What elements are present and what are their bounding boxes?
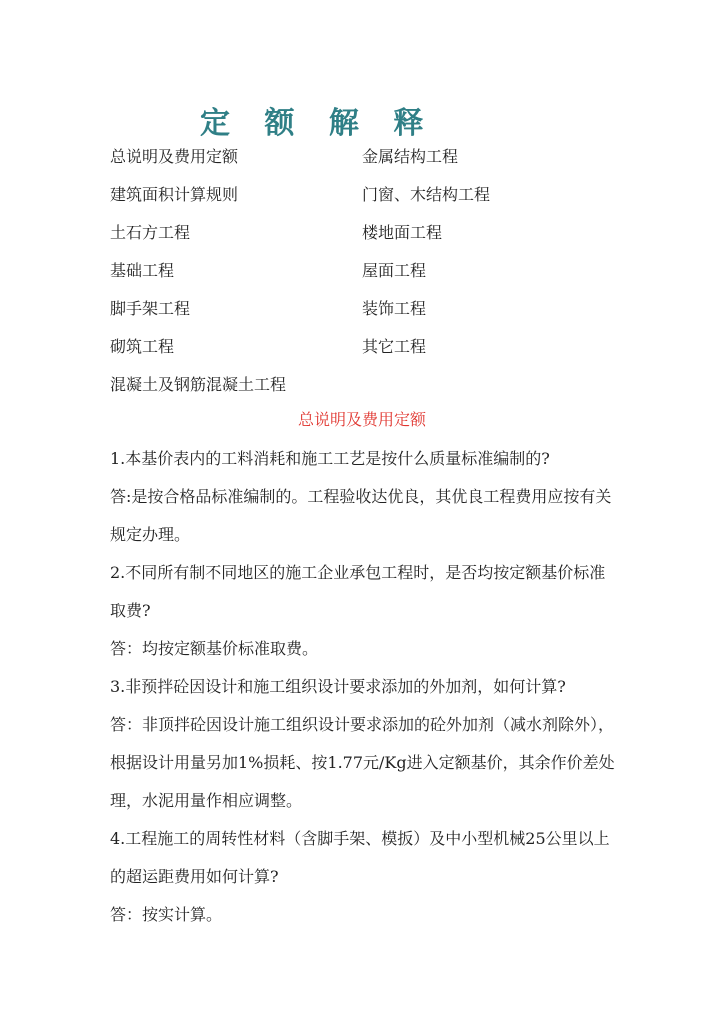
- toc-item[interactable]: 楼地面工程: [362, 223, 443, 242]
- page-title: 定 额 解 释: [200, 106, 436, 141]
- toc-item[interactable]: 基础工程: [110, 261, 175, 280]
- question: 4.工程施工的周转性材料（含脚手架、模扳）及中小型机械25公里以上的超运距费用如何计算?: [110, 829, 610, 886]
- question: 3.非预拌砼因设计和施工组织设计要求添加的外加剂，如何计算?: [110, 677, 566, 696]
- toc-row: [110, 290, 610, 328]
- toc-item[interactable]: 其它工程: [362, 337, 427, 356]
- toc-item[interactable]: 屋面工程: [362, 261, 427, 280]
- toc-item[interactable]: 建筑面积计算规则: [110, 185, 239, 204]
- question: 2.不同所有制不同地区的施工企业承包工程时，是否均按定额基价标准取费?: [110, 563, 606, 620]
- qa-content: [110, 440, 618, 934]
- toc-item[interactable]: 脚手架工程: [110, 299, 191, 318]
- toc-row: [110, 214, 610, 252]
- toc-item[interactable]: 土石方工程: [110, 223, 191, 242]
- toc-item[interactable]: 总说明及费用定额: [110, 147, 239, 166]
- toc-item[interactable]: 装饰工程: [362, 299, 427, 318]
- answer: 答：均按定额基价标准取费。: [110, 639, 319, 658]
- toc-row: [110, 252, 610, 290]
- table-of-contents: [110, 138, 610, 404]
- question: 1.本基价表内的工料消耗和施工工艺是按什么质量标准编制的?: [110, 449, 550, 468]
- answer: 答：非顶拌砼因设计施工组织设计要求添加的砼外加剂（减水剂除外），根据设计用量另加1%损耗、按1.77元/Kg进入定额基价，其余作价差处理，水泥用量作相应调整。: [110, 715, 615, 810]
- toc-item[interactable]: 金属结构工程: [362, 147, 459, 166]
- toc-item[interactable]: 门窗、木结构工程: [362, 185, 491, 204]
- toc-row: [110, 176, 610, 214]
- answer: 答：按实计算。: [110, 905, 223, 924]
- toc-item[interactable]: 砌筑工程: [110, 337, 175, 356]
- toc-row: [110, 138, 610, 176]
- answer: 答:是按合格品标准编制的。工程验收达优良，其优良工程费用应按有关规定办理。: [110, 487, 612, 544]
- toc-row: [110, 328, 610, 366]
- toc-row: [110, 366, 610, 404]
- section-heading: 总说明及费用定额: [297, 410, 426, 429]
- toc-item[interactable]: 混凝土及钢筋混凝土工程: [110, 375, 287, 394]
